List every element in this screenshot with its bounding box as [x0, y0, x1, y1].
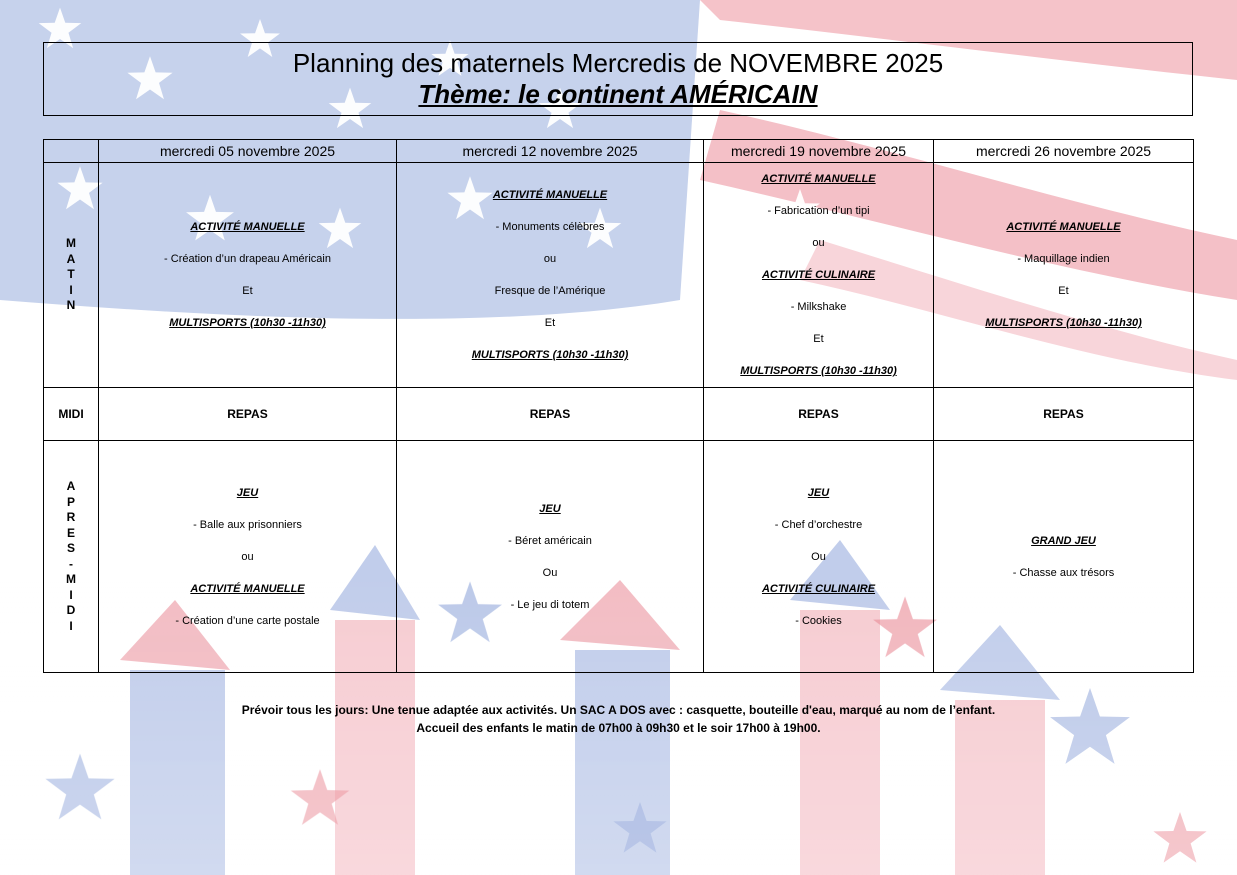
midi-row	[44, 388, 1194, 441]
vertical-label	[44, 479, 98, 634]
day-header: mercredi 19 novembre 2025	[704, 140, 934, 163]
activity-title: ACTIVITÉ MANUELLE	[492, 189, 608, 201]
vertical-letter: D	[66, 603, 76, 617]
activity-detail: ou	[543, 253, 557, 265]
activity-title: ACTIVITÉ CULINAIRE	[761, 269, 876, 281]
row-label-matin	[44, 163, 99, 388]
row-label-midi: MIDI	[44, 388, 99, 441]
activity-cell	[704, 441, 934, 673]
repas-cell: REPAS	[397, 388, 704, 441]
activity-title: JEU	[539, 502, 561, 515]
activity-title: MULTISPORTS (10h30 -11h30)	[740, 365, 897, 377]
activity-title: JEU	[236, 486, 259, 499]
vertical-letter: I	[69, 618, 73, 633]
planning-table	[43, 139, 1194, 673]
vertical-letter: E	[66, 525, 75, 540]
vertical-letter: I	[69, 587, 73, 602]
vertical-letter: P	[66, 494, 75, 509]
apres-midi-row	[44, 441, 1194, 673]
activity-cell	[934, 163, 1194, 388]
header-row	[44, 140, 1194, 163]
activity-cell	[934, 441, 1194, 673]
activity-title: ACTIVITÉ MANUELLE	[190, 582, 305, 595]
activity-detail: - Béret américain	[508, 534, 592, 547]
page-title: Planning des maternels Mercredis de NOVEMBRE 2025	[292, 48, 944, 78]
activity-detail: ou	[812, 237, 825, 249]
activity-detail: Ou	[542, 566, 558, 579]
footer-note	[0, 701, 1237, 737]
vertical-letter: I	[69, 282, 73, 297]
day-header: mercredi 05 novembre 2025	[99, 140, 397, 163]
activity-detail: - Chef d’orchestre	[774, 518, 863, 531]
activity-detail: - Création d’un drapeau Américain	[164, 253, 331, 265]
activity-cell	[397, 163, 704, 388]
activity-detail: Et	[813, 333, 824, 345]
activity-title: MULTISPORTS (10h30 -11h30)	[169, 317, 326, 329]
activity-detail: - Maquillage indien	[1017, 253, 1110, 265]
matin-row	[44, 163, 1194, 388]
activity-title: MULTISPORTS (10h30 -11h30)	[471, 349, 629, 361]
vertical-letter: T	[67, 267, 75, 282]
vertical-letter: A	[66, 479, 76, 493]
activity-detail: ou	[241, 550, 254, 563]
activity-title: GRAND JEU	[1031, 534, 1096, 547]
theme-title: Thème: le continent AMÉRICAIN	[418, 79, 818, 109]
day-header: mercredi 12 novembre 2025	[397, 140, 704, 163]
corner-cell	[44, 140, 99, 163]
vertical-label	[44, 236, 98, 314]
repas-cell: REPAS	[934, 388, 1194, 441]
activity-detail: - Balle aux prisonniers	[193, 518, 302, 531]
activity-cell	[397, 441, 704, 673]
activity-detail: - Fabrication d’un tipi	[767, 205, 870, 217]
activity-detail: - Cookies	[795, 614, 842, 627]
activity-detail: Et	[544, 317, 556, 329]
activity-cell	[704, 163, 934, 388]
vertical-letter: M	[66, 236, 76, 251]
vertical-letter: A	[66, 251, 76, 266]
activity-title: ACTIVITÉ MANUELLE	[190, 221, 305, 233]
activity-detail: - Milkshake	[790, 301, 847, 313]
activity-detail: - Création d’une carte postale	[175, 614, 320, 627]
activity-cell	[99, 441, 397, 673]
activity-detail: - Le jeu di totem	[510, 598, 590, 611]
vertical-letter: -	[69, 556, 73, 571]
footer-line-1: Prévoir tous les jours: Une tenue adaptée aux activités. Un SAC A DOS avec : casquette, bouteille d'eau, marqué au nom de l’enfant.	[241, 703, 996, 717]
vertical-letter: R	[66, 510, 76, 524]
row-label-apres-midi	[44, 441, 99, 673]
vertical-letter: N	[66, 298, 76, 313]
title-box	[43, 42, 1193, 116]
vertical-letter: S	[66, 541, 75, 555]
activity-title: ACTIVITÉ MANUELLE	[1006, 221, 1121, 233]
activity-detail: Ou	[811, 550, 826, 563]
activity-detail: Et	[242, 285, 253, 297]
footer-line-2: Accueil des enfants le matin de 07h00 à 09h30 et le soir 17h00 à 19h00.	[416, 721, 821, 735]
repas-cell: REPAS	[704, 388, 934, 441]
activity-detail: - Chasse aux trésors	[1012, 566, 1115, 579]
activity-detail: - Monuments célèbres	[495, 221, 605, 233]
activity-title: JEU	[807, 486, 830, 499]
vertical-letter: M	[66, 572, 76, 586]
repas-cell: REPAS	[99, 388, 397, 441]
day-header: mercredi 26 novembre 2025	[934, 140, 1194, 163]
activity-cell	[99, 163, 397, 388]
activity-title: ACTIVITÉ CULINAIRE	[761, 582, 876, 595]
activity-title: ACTIVITÉ MANUELLE	[761, 173, 876, 185]
activity-detail: Fresque de l’Amérique	[494, 285, 606, 297]
activity-detail: Et	[1058, 285, 1069, 297]
activity-title: MULTISPORTS (10h30 -11h30)	[985, 317, 1142, 329]
